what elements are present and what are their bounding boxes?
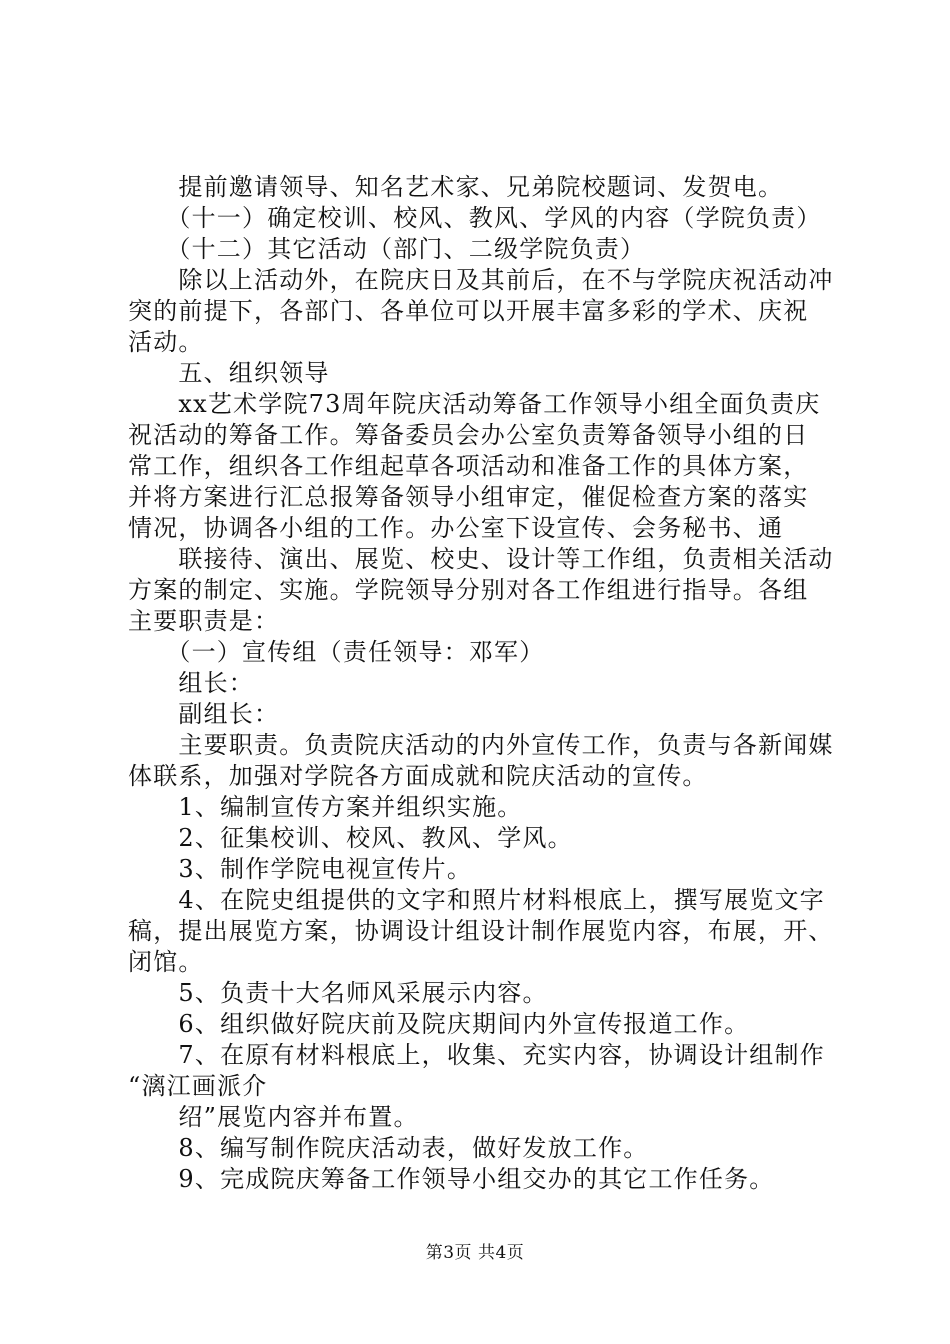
- text-line: “漓江画派介: [128, 1072, 268, 1100]
- text-line: 祝活动的筹备工作。筹备委员会办公室负责筹备领导小组的日: [128, 421, 809, 449]
- text-line: 情况，协调各小组的工作。办公室下设宣传、会务秘书、通: [128, 514, 784, 542]
- section-heading: 五、组织领导: [128, 359, 330, 387]
- list-item: 5、负责十大名师风采展示内容。: [128, 979, 548, 1007]
- list-item: 8、编写制作院庆活动表，做好发放工作。: [128, 1134, 649, 1162]
- text-line: 除以上活动外，在院庆日及其前后，在不与学院庆祝活动冲: [128, 266, 834, 294]
- text-line: 突的前提下，各部门、各单位可以开展丰富多彩的学术、庆祝: [128, 297, 809, 325]
- subsection-heading: （一）宣传组（责任领导：邓军）: [128, 638, 545, 666]
- text-line: 副组长：: [128, 700, 280, 728]
- text-line: （十一）确定校训、校风、教风、学风的内容（学院负责）: [128, 204, 822, 232]
- text-line: 体联系，加强对学院各方面成就和院庆活动的宣传。: [128, 762, 708, 790]
- list-item: 3、制作学院电视宣传片。: [128, 855, 473, 883]
- list-item: 6、组织做好院庆前及院庆期间内外宣传报道工作。: [128, 1010, 750, 1038]
- list-item: 1、编制宣传方案并组织实施。: [128, 793, 523, 821]
- text-line: 方案的制定、实施。学院领导分别对各工作组进行指导。各组: [128, 576, 809, 604]
- text-line: 并将方案进行汇总报筹备领导小组审定，催促检查方案的落实: [128, 483, 809, 511]
- text-line: 闭馆。: [128, 948, 204, 976]
- list-item: 7、在原有材料根底上，收集、充实内容，协调设计组制作: [128, 1041, 825, 1069]
- text-line: 常工作，组织各工作组起草各项活动和准备工作的具体方案，: [128, 452, 809, 480]
- text-line: 稿，提出展览方案，协调设计组设计制作展览内容，布展，开、: [128, 917, 834, 945]
- page-footer: [0, 1242, 950, 1264]
- text-line: xx艺术学院73周年院庆活动筹备工作领导小组全面负责庆: [128, 390, 821, 418]
- text-line: 主要职责是：: [128, 607, 280, 635]
- text-line: 主要职责。负责院庆活动的内外宣传工作，负责与各新闻媒: [128, 731, 834, 759]
- text-line: 绍”展览内容并布置。: [128, 1103, 419, 1131]
- text-line: 活动。: [128, 328, 204, 356]
- text-line: （十二）其它活动（部门、二级学院负责）: [128, 235, 646, 263]
- list-item: 2、征集校训、校风、教风、学风。: [128, 824, 573, 852]
- text-line: 提前邀请领导、知名艺术家、兄弟院校题词、发贺电。: [128, 173, 784, 201]
- list-item: 4、在院史组提供的文字和照片材料根底上，撰写展览文字: [128, 886, 825, 914]
- document-body: [128, 172, 838, 1195]
- list-item: 9、完成院庆筹备工作领导小组交办的其它工作任务。: [128, 1165, 775, 1193]
- page-number: 第3页 共4页: [425, 1243, 525, 1263]
- text-line: 组长：: [128, 669, 254, 697]
- text-line: 联接待、演出、展览、校史、设计等工作组，负责相关活动: [128, 545, 834, 573]
